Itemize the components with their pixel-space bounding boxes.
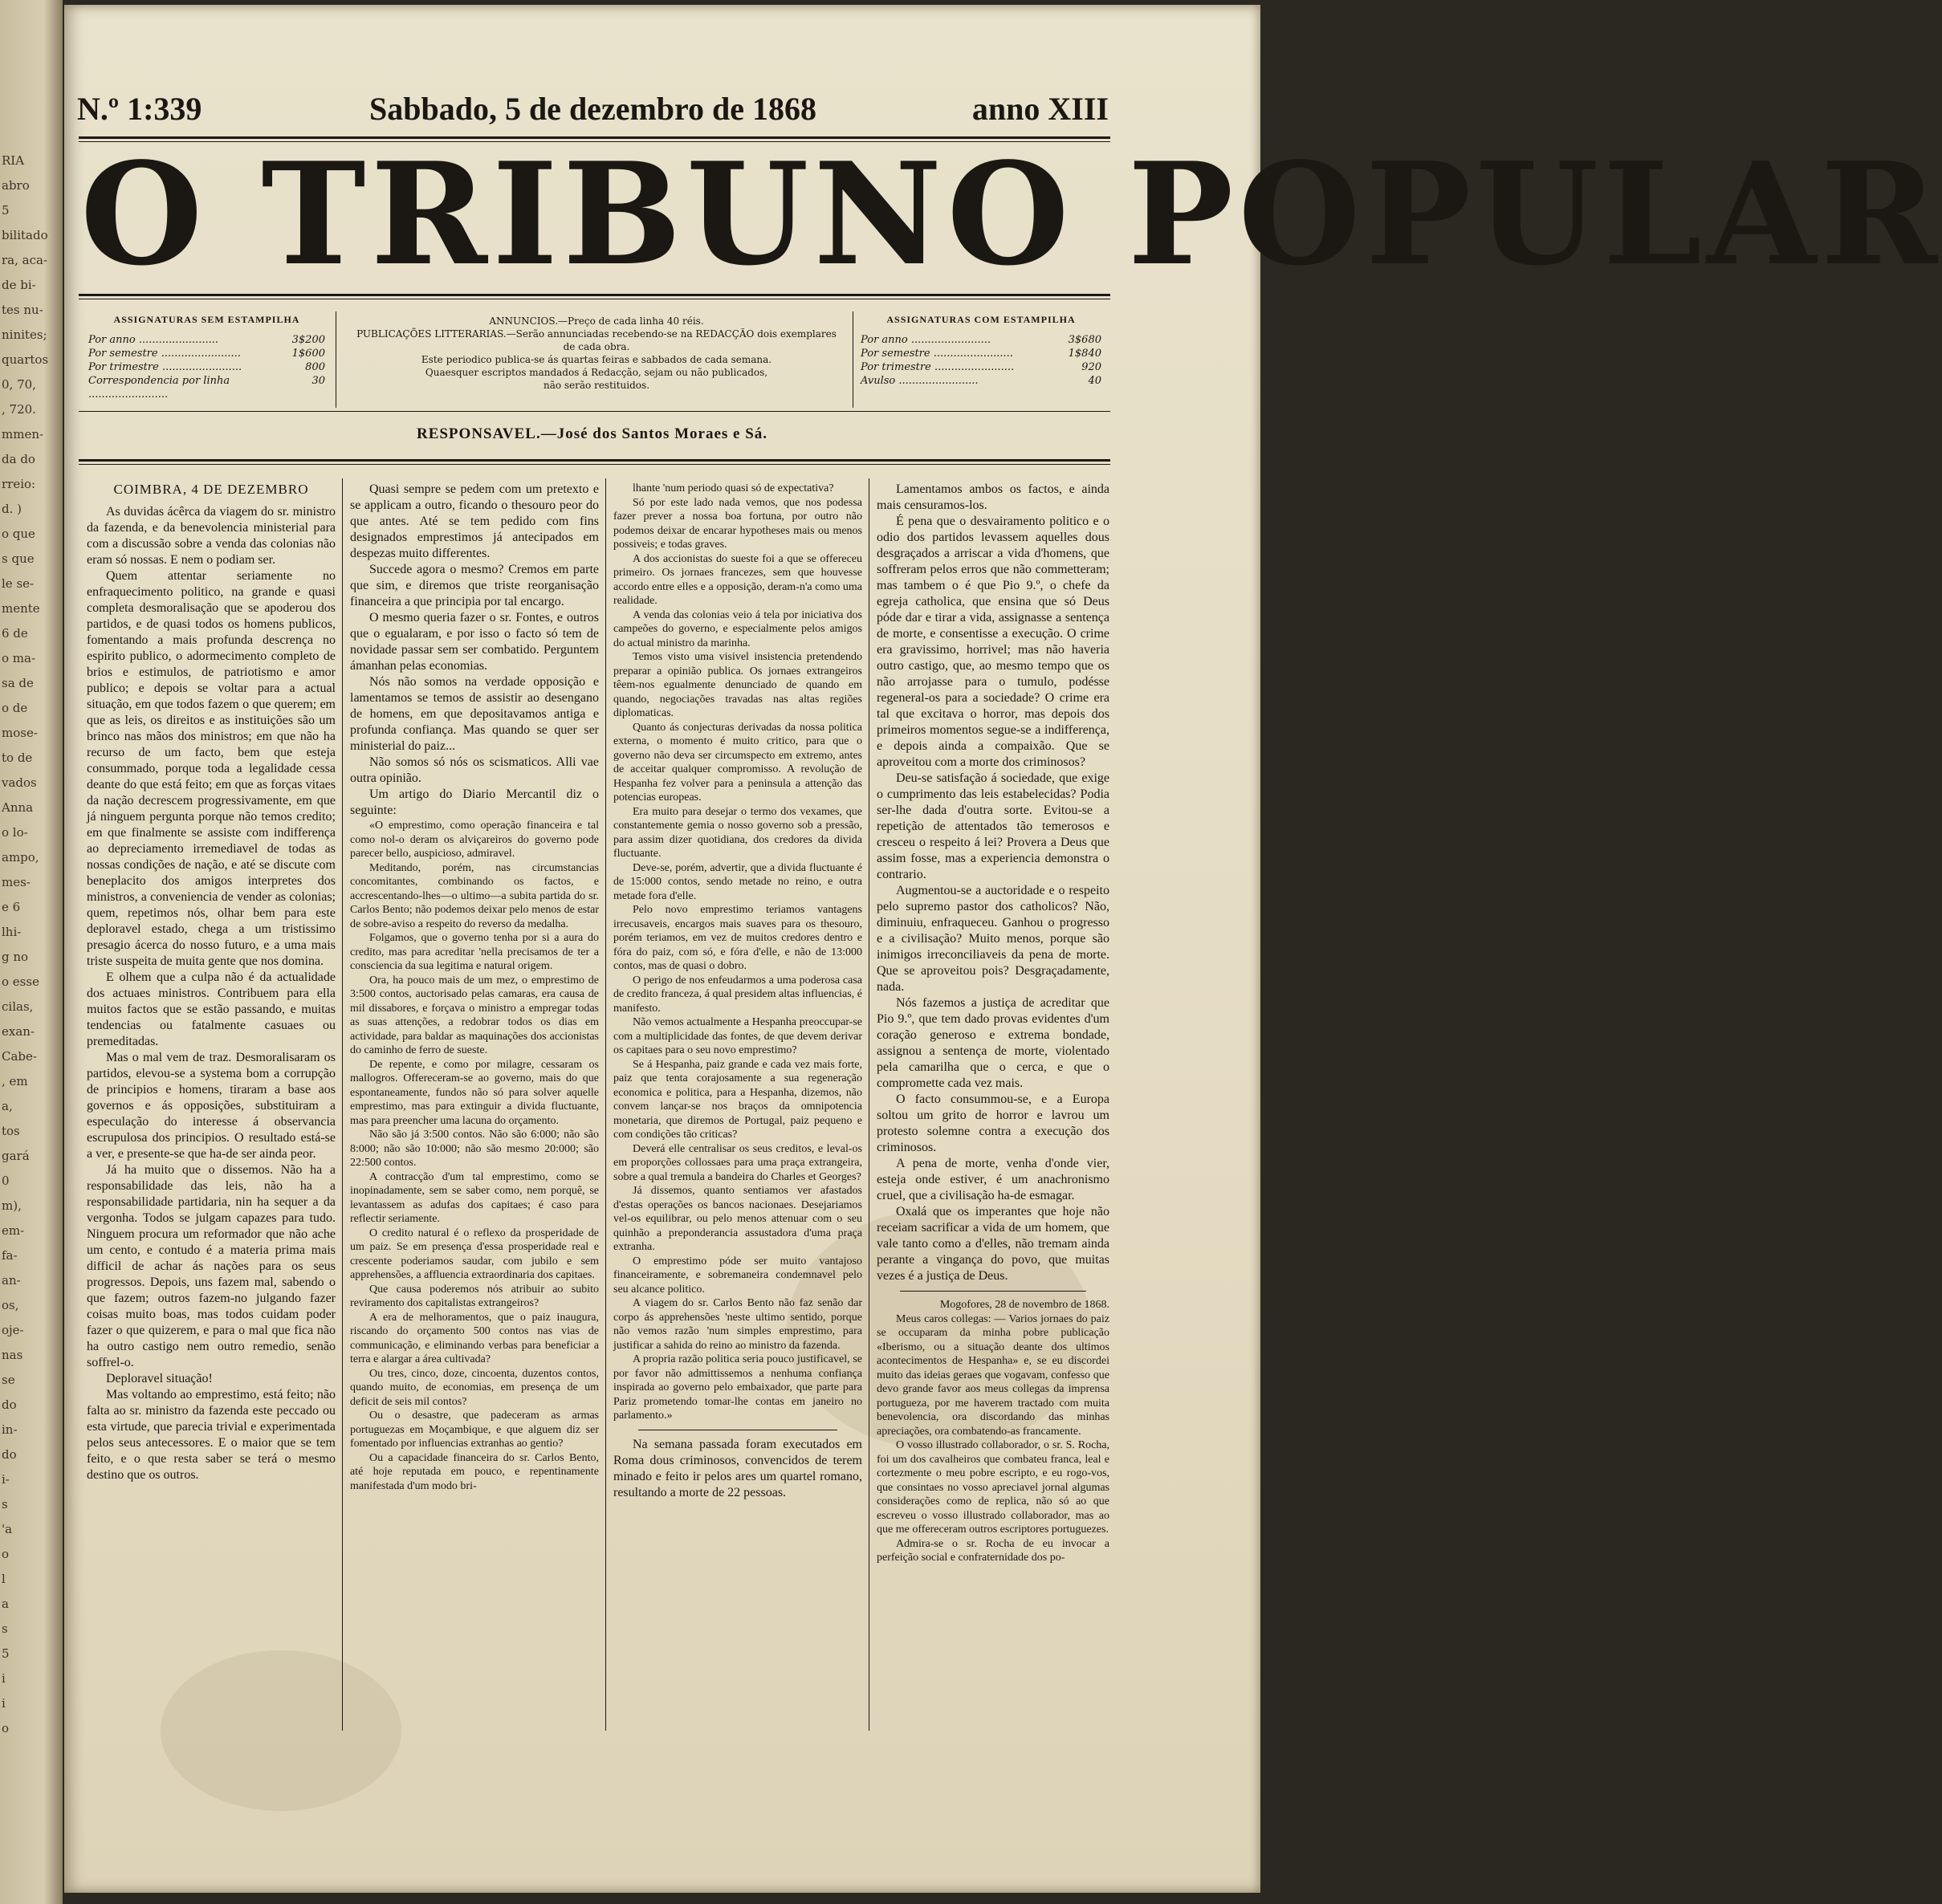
- paragraph: Já ha muito que o dissemos. Não ha a responsabilidade das leis, não ha a responsabilidade partidaria, nin ha sequer a da vergonha. Todos se julgam capazes para tudo. Ninguem procura um reformador que não ache um cento, e contudo é a materia prima mais difficil de achar ás nações para os seus progressos. Depois, uns fazem mal, sabendo o que fazem; outros fazem-no julgando fazer coisas muito boas, mas todos cuidam poder fazer o que quizerem, e para o mal que fica não ha outro castigo nem outro remedio, senão soffrel-o.: [87, 1163, 336, 1369]
- previous-page-fragment: g no: [2, 950, 29, 964]
- previous-page-fragment: quartos: [2, 352, 49, 367]
- previous-page-fragment: tes nu-: [2, 303, 43, 317]
- column-2: [350, 482, 599, 1734]
- previous-page-fragment: cilas,: [2, 999, 34, 1014]
- previous-page-fragment: oje-: [2, 1323, 24, 1337]
- announcements-box: [344, 315, 849, 392]
- responsible-editor: RESPONSAVEL.—José dos Santos Moraes e Sá.: [416, 425, 768, 442]
- previous-page-fragment: ninites;: [2, 328, 47, 342]
- newspaper-title: O TRIBUNO POPULAR: [80, 132, 1942, 297]
- paragraph: Ou tres, cinco, doze, cincoenta, duzentos contos, quando muito, de economias, em presença de um deficit de seis mil contos?: [350, 1367, 599, 1408]
- subscriptions-no-stamp: [88, 313, 325, 401]
- previous-page-fragment: to de: [2, 751, 33, 765]
- previous-page-fragment: , 720.: [2, 402, 36, 417]
- previous-page-fragment: o: [2, 1547, 10, 1561]
- previous-page-fragment: s: [2, 1621, 8, 1636]
- previous-page-fragment: s: [2, 1497, 8, 1511]
- issue-date: Sabbado, 5 de dezembro de 1868: [368, 91, 817, 127]
- subscription-row: Avulso ..... 40: [861, 374, 1101, 388]
- previous-page-fragment: os,: [2, 1298, 19, 1312]
- paragraph: Meditando, porém, nas circumstancias concomitantes, combinando os factos, e accrescentando-lhes—o ultimo—a subita partida do sr. Carlos Bento; não podemos deixar pelo menos de estar de sobre-aviso a respeito do reverso da medalha.: [350, 861, 599, 930]
- paragraph: Deverá elle centralisar os seus creditos, e leval-os em proporções collossaes para uma praça extrangeira, sobre a qual tremula a bandeira do Charles et Georges?: [613, 1142, 862, 1183]
- paragraph: Não somos só nós os scismaticos. Alli vae outra opinião.: [350, 755, 599, 785]
- paragraph: Succede agora o mesmo? Cremos em parte que sim, e diremos que triste reorganisação financeira a que principia por tal encargo.: [350, 563, 599, 608]
- quoted-article: [613, 482, 862, 1423]
- column-1: [87, 482, 336, 1734]
- paragraph: A era de melhoramentos, que o paiz inaugura, riscando do orçamento 500 contos nas vias de communicação, e eliminando verbas para beneficiar a terra e alargar a área cultivada?: [350, 1311, 599, 1365]
- previous-page-fragment: rreio:: [2, 477, 36, 491]
- paragraph: Que causa poderemos nós atribuir ao subito reviramento dos capitalistas extrangeiros?: [350, 1283, 599, 1309]
- paragraph: O facto consummou-se, e a Europa soltou um grito de horror e lavrou um protesto solemne contra a execução dos criminosos.: [877, 1092, 1109, 1154]
- previous-page-fragment: mente: [2, 601, 40, 616]
- previous-page-fragment: ra, aca-: [2, 253, 48, 267]
- previous-page-fragment: e 6: [2, 900, 21, 914]
- previous-page-fragment: vados: [2, 775, 37, 790]
- paragraph: Era muito para desejar o termo dos vexames, que constantemente gemia o nosso governo sob a pressão, para assim dizer quotidiana, dos credores da divida fluctuante.: [613, 805, 862, 860]
- previous-page-fragment: 6 de: [2, 626, 28, 641]
- announcement-line: não serão restituidos.: [543, 380, 650, 391]
- paragraph: De repente, e como por milagre, cessaram os mallogros. Offereceram-se ao governo, mais do que espontaneamente, fundos não só para solver aquelle emprestimo, mas para extinguir a divida fluctuante, mas para preencher uma lacuna do orçamento.: [350, 1058, 599, 1127]
- paragraph: Folgamos, que o governo tenha por si a aura do credito, mas para acreditar 'nella precisamos de ter a consciencia da sua legitima e natural origem.: [350, 932, 599, 972]
- title-rule: [79, 294, 1110, 299]
- previous-page-fragment: mmen-: [2, 427, 44, 441]
- previous-page-fragment: gará: [2, 1149, 30, 1163]
- previous-page-fragment: i-: [2, 1472, 10, 1487]
- previous-page-fragment: l: [2, 1572, 6, 1586]
- section-rule: [900, 1291, 1086, 1292]
- paragraph: É pena que o desvairamento politico e o odio dos partidos levassem aquelles dous desgraçados a arriscar a vida d'homens, que soffreram pelos erros que não commetteram; mas tambem o é que Pio 9.º, o chefe da egreja catholica, que ensina que só Deus póde dar e tirar a vida, assignasse a sentença de morte, e consentisse a execução. O crime era gravissimo, horrivel; mas não haveria outro castigo, que, ao mesmo tempo que os não arrojasse para o tumulo, podésse regeneral-os para a sociedade? O crime era tal que excitava o horror, mas depois dos primeiros momentos segue-se a indifferença, e depois ainda a compaixão. Que se aproveitou com a morte dos criminosos?: [877, 515, 1109, 769]
- paragraph: Mas o mal vem de traz. Desmoralisaram os partidos, elevou-se a systema bom a corrupção de principios e homens, tiraram a base aos governos e ás opposições, substituiram a especulação do interesse á observancia escrupulosa dos principios. O resultado está-se a ver, e presente-se que ha-de ser ainda peor.: [87, 1051, 336, 1161]
- paragraph: E olhem que a culpa não é da actualidade dos actuaes ministros. Contribuem para ella muitos factos que se estão passando, e muitas tendencias ou fatalmente casuaes ou premeditadas.: [87, 970, 336, 1048]
- paragraph: Quasi sempre se pedem com um pretexto e se applicam a outro, ficando o thesouro peor do que antes. Até se tem pedido com fins designados emprestimos já antecipados em despezas muito differentes.: [350, 482, 599, 560]
- subscription-row: Por semestre ..... 1$600: [88, 347, 325, 360]
- paragraph: Deploravel situação!: [106, 1372, 213, 1385]
- subscription-row: Correspondencia por linha ..... 30: [88, 374, 325, 401]
- body-top-rule: [79, 459, 1110, 465]
- subscription-row: Por semestre ..... 1$840: [861, 347, 1101, 360]
- paragraph: O perigo de nos enfeudarmos a uma poderosa casa de credito franceza, á qual presidem altas influencias, é manifesto.: [613, 974, 862, 1015]
- paragraph: Ou o desastre, que padeceram as armas portuguezas em Moçambique, e que alguem diz ser fomentado por influencias extranhas ao gentio?: [350, 1410, 599, 1450]
- paragraph: Só por este lado nada vemos, que nos podessa fazer prever a nossa boa fortuna, por outro não podemos deixar de encarar hypotheses mais ou menos possiveis; e todas graves.: [613, 496, 862, 551]
- previous-page-fragment: do: [2, 1447, 17, 1462]
- subscriptions-stamp-heading: ASSIGNATURAS COM ESTAMPILHA: [886, 314, 1076, 325]
- previous-page-fragment: m),: [2, 1198, 22, 1213]
- previous-page-fragment: 5: [2, 1646, 10, 1661]
- paragraph: Mogofores, 28 de novembro de 1868.: [939, 1299, 1109, 1311]
- previous-page-fragment: 0: [2, 1174, 10, 1188]
- previous-page-fragment: de bi-: [2, 278, 36, 292]
- previous-page-fragment: se: [2, 1373, 15, 1387]
- previous-page-fragment: 5: [2, 203, 10, 218]
- previous-page-fragment: da do: [2, 452, 35, 466]
- paragraph: Quem attentar seriamente no enfraquecimento politico, na grande e quasi completa desmoralisação que se apoderou dos partidos, e de quasi todos os homens publicos, fomentando a mais profunda descrença no espirito publico, o adormecimento completo de brios e estimulos, de patriotismo e amor publico; e depois se voltar para a actual situação, em que todos fazem o que querem; em que as leis, os direitos e as instituições são um brinco nas mãos dos ministros; em que não ha recurso de um facto, bem que esteja consummado, porque toda a legalidade cessa deante do que está feito; em que as forças vitaes da nação decrescem progressivamente, em que já ninguem pergunta porque não temos credito; em que finalmente se assiste com indifferença ao depreciamento irremediavel de todas as nossas condições de nação, e até se discute com beneplacito dos amigos interpretes dos ministros, a conveniencia de vender as colonias; quem, repetimos nós, olhar bem para este deploravel estado, chega a um tristissimo presagio ácerca do nosso futuro, e a uma mais triste suspeita de muita gente que nos domina.: [87, 569, 336, 968]
- paragraph: Temos visto uma visivel insistencia pretendendo preparar a opinião publica. Os jornaes extrangeiros têem-nos egualmente denunciado de quando em quando, negociações travadas nas altas regiões diplomaticas.: [613, 651, 862, 719]
- paragraph: Quanto ás conjecturas derivadas da nossa politica externa, o momento é muito critico, para que o governo não deva ser circumspecto em extremo, antes de acceitar qualquer compromisso. A revolução de Hespanha fez volver para a peninsula a attenção das potencias europeas.: [613, 721, 862, 804]
- masthead-top-line: [77, 90, 1109, 138]
- previous-page-fragment: sa de: [2, 676, 34, 690]
- announcement-line: ANNUNCIOS.—Preço de cada linha 40 réis.: [489, 315, 704, 327]
- previous-page-fragment: exan-: [2, 1024, 35, 1039]
- paragraph: Um artigo do Diario Mercantil diz o seguinte:: [350, 787, 599, 817]
- paragraph: Admira-se o sr. Rocha de eu invocar a perfeição social e confraternidade dos po-: [877, 1537, 1109, 1564]
- paragraph: Já dissemos, quanto sentiamos ver afastados d'estas operações os bancos nacionaes. Desejariamos vel-os equilibrar, ou pelo menos attenuar com o seu quinhão a preponderancia assustadora d'uma praça extranha.: [613, 1185, 862, 1253]
- announcement-line: Este periodico publica-se ás quartas feiras e sabbados de cada semana.: [421, 354, 772, 365]
- paragraph: Augmentou-se a auctoridade e o respeito pelo supremo pastor dos catholicos? Não, diminuiu, enfraqueceu. Ganhou o progresso e a civilisação? Muito menos, porque são inimigos irreconciliaveis da pena de morte. Que se aproveitou pois? Desgraçadamente, nada.: [877, 884, 1109, 994]
- subscription-row: Por anno ..... 3$200: [88, 333, 325, 347]
- previous-page-fragment: RIA: [2, 153, 25, 168]
- paragraph: Não são já 3:500 contos. Não são 6:000; não são 8:000; não são 10:000; não são mesmo 20:000; são 22:500 contos.: [350, 1129, 599, 1169]
- paragraph: O emprestimo póde ser muito vantajoso financeiramente, e sobremaneira condemnavel pelo seu alcance politico.: [613, 1255, 862, 1296]
- paragraph: Não vemos actualmente a Hespanha preoccupar-se com a multiplicidade das fontes, de que devem derivar os capitaes para o seu novo emprestimo?: [613, 1016, 862, 1056]
- paragraph: Na semana passada foram executados em Roma dous criminosos, convencidos de terem minado e feito ir pelos ares um quartel romano, resultando a morte de 22 pessoas.: [613, 1437, 862, 1499]
- header-rule: [79, 411, 1110, 412]
- paragraph: Meus caros collegas: — Varios jornaes do paiz se occuparam da minha pobre publicação «Iberismo, ou a situação deante dos ultimos acontecimentos de Hespanha» e, se eu discordei muito das ideias geraes que vogavam, confesso que devo grande favor aos meus collegas da imprensa portugueza, por me haverem tractado com muita benevolencia, ora discordando das minhas apreciações, ora combatendo-as francamente.: [877, 1312, 1109, 1438]
- paragraph: As duvidas ácêrca da viagem do sr. ministro da fazenda, e da benevolencia ministerial para com a discussão sobre a venda das colonias não eram só nossas. E nem o podiam ser.: [87, 505, 336, 567]
- paragraph: A viagem do sr. Carlos Bento não faz senão dar corpo ás apprehensões 'neste ultimo sentido, porque não vemos razão 'num simples emprestimo, para justificar a sahida do reino ao ministro da fazenda.: [613, 1297, 862, 1352]
- paragraph: Mas voltando ao emprestimo, está feito; não falta ao sr. ministro da fazenda este peccado ou esta virtude, que parecia trivial e experimentada pelos seus antecessores. E o maior que se tem feito, e o que resta saber se terá o mesmo destino que os outros.: [87, 1388, 336, 1482]
- previous-page-fragment: o esse: [2, 974, 39, 989]
- paragraph: Lamentamos ambos os factos, e ainda mais censuramos-los.: [877, 482, 1109, 512]
- previous-page-fragment: d. ): [2, 502, 22, 516]
- paragraph: Oxalá que os imperantes que hoje não receiam sacrificar a vida de um homem, que vale tanto como a d'elles, não tremam ainda perante a vingança do povo, que muitas vezes é a justiça de Deus.: [877, 1205, 1109, 1283]
- paragraph: Nós não somos na verdade opposição e lamentamos se temos de assistir ao desengano de homens, em que depositavamos antiga e profunda confiança. Mas quando se quer ser ministerial do paiz...: [350, 675, 599, 753]
- previous-page-fragment: ampo,: [2, 850, 39, 865]
- previous-page-fragment: Anna: [2, 800, 34, 815]
- previous-page-fragment: o de: [2, 701, 28, 715]
- subscription-row: Por trimestre ..... 800: [88, 360, 325, 374]
- paragraph: Deve-se, porém, advertir, que a divida fluctuante é de 15:000 contos, sendo metade no reino, e outra metade fora d'elle.: [613, 861, 862, 902]
- previous-page-fragment: mes-: [2, 875, 31, 889]
- subscriptions-stamp: [861, 313, 1101, 388]
- previous-page-fragment: lhi-: [2, 925, 22, 939]
- paragraph: O credito natural é o reflexo da prosperidade de um paiz. Se em presença d'essa prosperidade real e crescente poderiamos saudar, com jubilo e sem apprehensões, a affluencia extraordinaria dos capitaes.: [350, 1227, 599, 1281]
- previous-page-fragment: a,: [2, 1099, 13, 1113]
- paragraph: A dos accionistas do sueste foi a que se offereceu primeiro. Os jornaes francezes, sem que houvesse accordo entre elles e a opposição, deram-n'a como uma realidade.: [613, 552, 862, 607]
- paragraph: Nós fazemos a justiça de acreditar que Pio 9.º, que tem dado provas evidentes d'um coração generoso e extrema bondade, assignou a sentença de morte, violentado pela camarilha que o cerca, e que o compromette cada vez mais.: [877, 996, 1109, 1090]
- previous-page-fragment: abro: [2, 178, 30, 193]
- paragraph: «O emprestimo, como operação financeira e tal como nol-o deram os alviçareiros do governo pode parecer bello, auspicioso, admiravel.: [350, 820, 599, 860]
- article-heading: COIMBRA, 4 DE DEZEMBRO: [113, 482, 309, 497]
- previous-page-fragment: do: [2, 1397, 17, 1412]
- previous-page-fragment: o: [2, 1721, 10, 1735]
- previous-page-fragment: i: [2, 1696, 6, 1711]
- paragraph: A contracção d'um tal emprestimo, como se inopinadamente, sem se saber como, nem porquê, se levantassem as adufas dos capitaes; é caso para reflectir seriamente.: [350, 1170, 599, 1225]
- paragraph: Se á Hespanha, paiz grande e cada vez mais forte, paiz que tenta corajosamente a sua regeneração economica e politica, para a Hespanha, dizemos, não convem lançar-se nos braços da omnipotencia monetaria, que diremos de Portugal, paiz pequeno e com condições tão criticas?: [613, 1058, 862, 1141]
- paragraph: A propria razão politica seria pouco justificavel, se por favor não admittissemos a nenhuma confiança inspirada ao governo pelo embaixador, que parte para Pariz prometendo tomar-lhe contas em janeiro no parlamento.»: [613, 1353, 862, 1422]
- previous-page-fragment: fa-: [2, 1248, 18, 1263]
- issue-year: anno XIII: [971, 91, 1109, 127]
- column-3: [613, 482, 862, 1734]
- previous-page-fragment: em-: [2, 1223, 25, 1238]
- subscription-row: Por trimestre ..... 920: [861, 360, 1101, 374]
- paragraph: lhante 'num periodo quasi só de expectativa?: [633, 482, 834, 494]
- paragraph: A pena de morte, venha d'onde vier, esteja onde estiver, é um anachronismo cruel, que a civilisação ha-de esmagar.: [877, 1157, 1109, 1202]
- subscriptions-no-stamp-heading: ASSIGNATURAS SEM ESTAMPILHA: [113, 314, 300, 325]
- previous-page-fragment: in-: [2, 1422, 18, 1437]
- previous-page-fragment: o ma-: [2, 651, 36, 665]
- subscription-row: Por anno ..... 3$680: [861, 333, 1101, 347]
- previous-page-fragment: , em: [2, 1074, 28, 1088]
- column-divider: [342, 478, 343, 1731]
- previous-page-fragment: 0, 70,: [2, 377, 36, 392]
- previous-page-fragment: nas: [2, 1348, 23, 1362]
- previous-page-fragment: 'a: [2, 1522, 13, 1536]
- previous-page-fragment: o lo-: [2, 825, 28, 840]
- issue-number: N.º 1:339: [77, 91, 202, 127]
- previous-page-fragment: le se-: [2, 576, 35, 591]
- previous-page-fragment: an-: [2, 1273, 21, 1288]
- previous-page-fragment: mose-: [2, 726, 38, 740]
- paragraph: Ora, ha pouco mais de um mez, o emprestimo de 3:500 contos, auctorisado pelas camaras, era causa de mil dissabores, e forçava o ministro a empregar todas as suas attenções, a redobrar todos os dias em actividade, para baldar as maquinações dos accionistas do caminho de ferro de sueste.: [350, 974, 599, 1056]
- previous-page-fragment: Cabe-: [2, 1049, 37, 1064]
- paragraph: O mesmo queria fazer o sr. Fontes, e outros que o egualaram, e por isso o facto só tem de novidade passar sem ser combatido. Perguntem ámanhan pelas economias.: [350, 611, 599, 673]
- previous-page-fragment: o que: [2, 527, 35, 541]
- paragraph: Deu-se satisfação á sociedade, que exige o cumprimento das leis estabelecidas? Podia ser-lhe dada d'outra sorte. Evitou-se a repetição de attentados tão temerosos e cresceu o respeito á lei? Provera a Deus que assim fosse, mas a experiencia demonstra o contrario.: [877, 771, 1109, 881]
- previous-page-fragment: a: [2, 1597, 9, 1611]
- previous-page-edge: [0, 0, 63, 1904]
- announcement-line: de cada obra.: [563, 341, 630, 352]
- previous-page-fragment: s que: [2, 551, 35, 566]
- previous-page-fragment: bilitado: [2, 228, 48, 242]
- paragraph: Pelo novo emprestimo teriamos vantagens irrecusaveis, encargos mais suaves para os thesouro, porém teriamos, em vez de muitos credores dentro e fóra do paiz, com só, e fóra d'elle, e não de 13:000 contos, mas de quasi o dobro.: [613, 904, 862, 972]
- paragraph: Ou a capacidade financeira do sr. Carlos Bento, até hoje reputada em pouco, e repentinamente manifestada d'um modo bri-: [350, 1451, 599, 1492]
- quoted-article: [350, 819, 599, 1493]
- previous-page-fragment: tos: [2, 1124, 20, 1138]
- column-divider: [605, 478, 606, 1731]
- announcement-line: PUBLICAÇÕES LITTERARIAS.—Serão annunciadas recebendo-se na REDACÇÃO dois exemplares: [356, 328, 837, 340]
- paragraph: A venda das colonias veio á tela por iniciativa dos campeões do governo, e especialmente pelos amigos do actual ministro da marinha.: [613, 608, 862, 649]
- announcement-line: Quaesquer escriptos mandados á Redacção, sejam ou não publicados,: [425, 367, 768, 378]
- column-4: [877, 482, 1109, 1734]
- letter: [877, 1298, 1109, 1565]
- previous-page-fragment: i: [2, 1671, 6, 1686]
- paragraph: O vosso illustrado collaborador, o sr. S. Rocha, foi um dos cavalheiros que combateu franca, leal e cortezmente o meu pobre escripto, e eu rogo-vos, que consintaes no vosso apreciavel jornal algumas considerações como de replica, não só ao que escreveu o vosso illustrado collaborador, mas ao que me offereceram outros escriptores portuguezes.: [877, 1439, 1109, 1536]
